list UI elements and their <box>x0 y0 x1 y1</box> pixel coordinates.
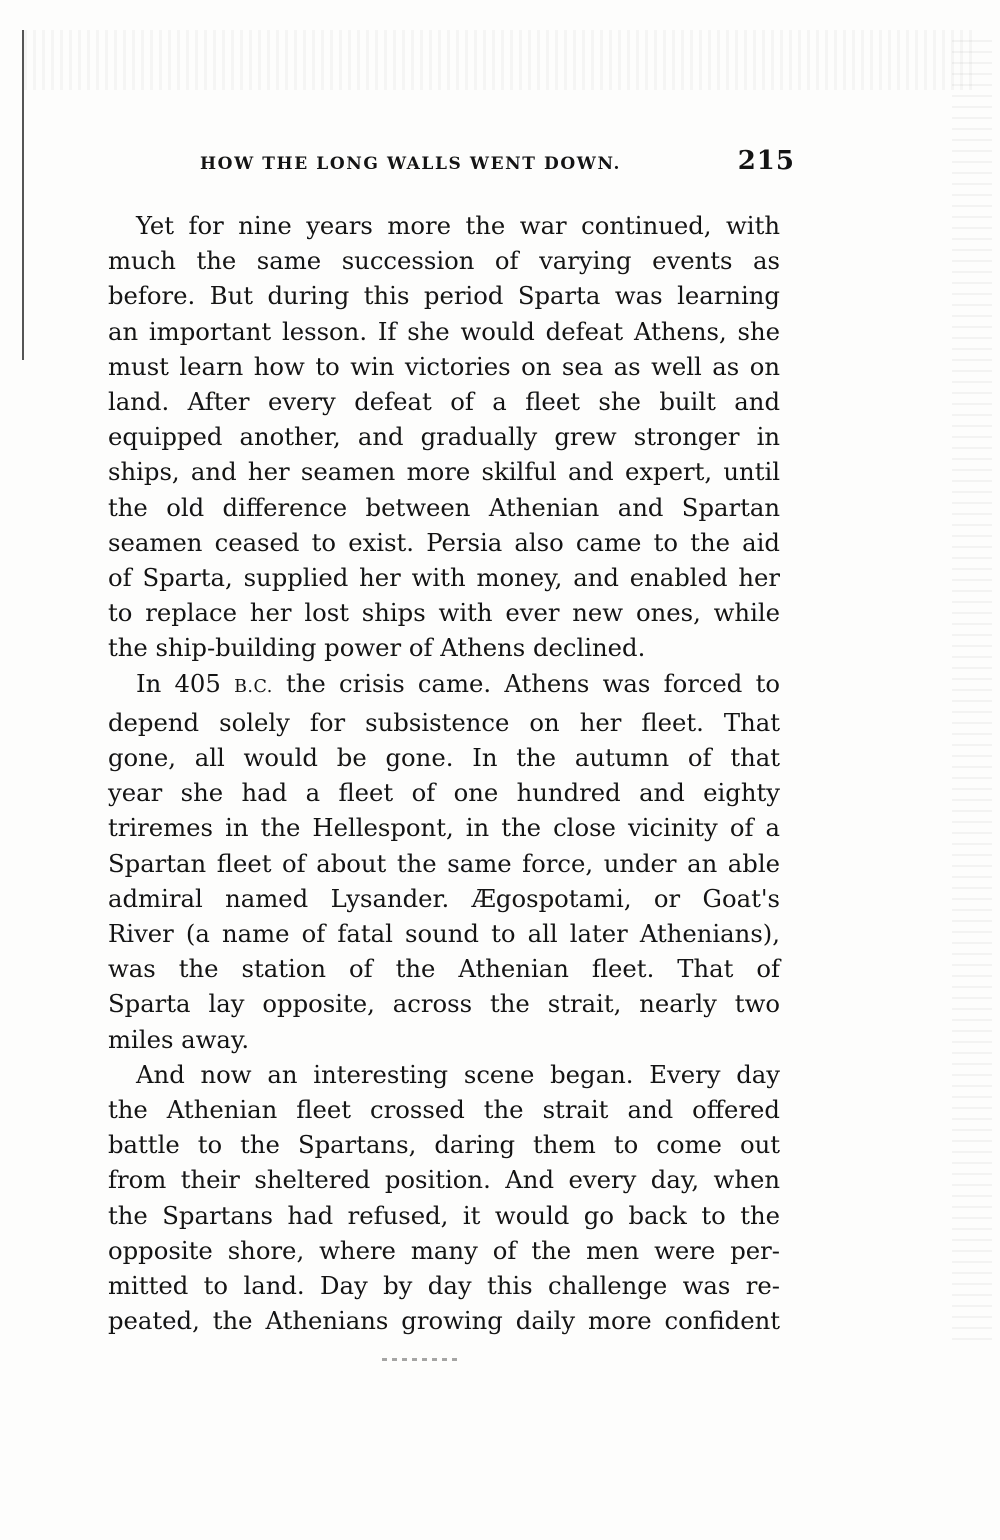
text-line: to replace her lost ships with ever new ones, while <box>108 598 780 628</box>
text-line: mitted to land. Day by day this challenge was re- <box>108 1271 780 1301</box>
text-line: depend solely for subsistence on her fleet. That <box>108 707 780 737</box>
text-line: admiral named Lysander. Ægospotami, or Goat's <box>108 883 780 913</box>
text-line: the ship-building power of Athens declined. <box>108 633 646 663</box>
text-line: land. After every defeat of a fleet she built and <box>108 387 780 417</box>
text-line: And now an interesting scene began. Every day <box>136 1059 780 1089</box>
text-line: Sparta lay opposite, across the strait, nearly two <box>108 989 780 1019</box>
text-line: miles away. <box>108 1024 250 1054</box>
text-line: the Athenian fleet crossed the strait and offered <box>108 1095 780 1125</box>
date-line-rest: the crisis came. Athens was forced to <box>286 668 780 698</box>
text-line: battle to the Spartans, daring them to come out <box>108 1130 780 1160</box>
text-line: before. But during this period Sparta was learning <box>108 281 780 311</box>
text-line: Yet for nine years more the war continued, with <box>136 211 780 240</box>
text-line: must learn how to win victories on sea as well as on <box>108 351 780 381</box>
scan-noise-right <box>952 40 992 1340</box>
text-line: an important lesson. If she would defeat Athens, she <box>108 316 780 346</box>
text-line-with-date <box>108 666 780 705</box>
text-line: ships, and her seamen more skilful and expert, until <box>108 457 780 487</box>
running-header <box>200 146 795 182</box>
running-title: HOW THE LONG WALLS WENT DOWN. <box>200 154 622 174</box>
text-line: Spartan fleet of about the same force, under an able <box>108 848 780 878</box>
scan-noise-top <box>24 30 974 90</box>
paragraph-2 <box>108 666 780 1057</box>
text-line: opposite shore, where many of the men were per- <box>108 1235 780 1265</box>
print-smudge <box>382 1358 462 1361</box>
text-line: gone, all would be gone. In the autumn of that <box>108 743 780 773</box>
text-line: equipped another, and gradually grew stronger in <box>108 422 780 452</box>
text-line: River (a name of fatal sound to all later Athenians), <box>108 919 780 949</box>
era-abbreviation: B.C. <box>234 676 273 697</box>
text-line: much the same succession of varying events as <box>108 246 780 276</box>
body-text <box>108 208 780 1339</box>
text-line: of Sparta, supplied her with money, and enabled her <box>108 563 780 593</box>
binding-edge-line <box>22 30 24 360</box>
paragraph-3 <box>108 1057 780 1339</box>
text-line: peated, the Athenians growing daily more confident <box>108 1306 780 1336</box>
text-line: was the station of the Athenian fleet. That of <box>108 954 780 984</box>
text-line: triremes in the Hellespont, in the close vicinity of a <box>108 813 780 843</box>
text-line: year she had a fleet of one hundred and eighty <box>108 778 780 808</box>
text-line: seamen ceased to exist. Persia also came to the aid <box>108 527 780 557</box>
paragraph-1 <box>108 208 780 666</box>
text-line: the Spartans had refused, it would go back to the <box>108 1200 780 1230</box>
text-line: the old difference between Athenian and Spartan <box>108 492 780 522</box>
text-line: from their sheltered position. And every day, when <box>108 1165 780 1195</box>
page-number: 215 <box>737 146 795 176</box>
date-prefix: In 405 <box>136 668 221 698</box>
